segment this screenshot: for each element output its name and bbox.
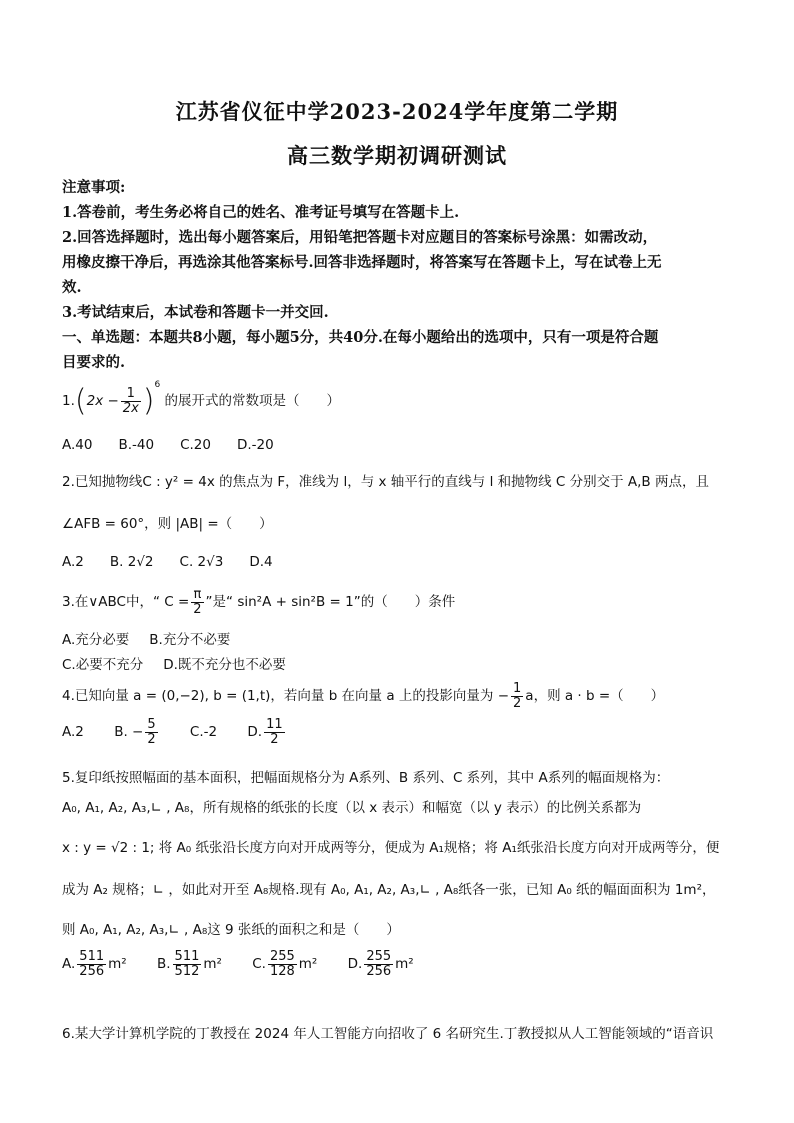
q4-prefix: 4.已知向量 a = (0,−2), b = (1,t)，若向量 b 在向量 a 上的投影向量为 − — [62, 688, 510, 705]
question-5-line-1: 5.复印纸按照幅面的基本面积，把幅面规格分为 A系列、B 系列、C 系列，其中 A系列的幅面规格为： — [62, 770, 670, 786]
q5-option-b-unit: m² — [203, 956, 222, 973]
q1-option-b: B.-40 — [118, 437, 155, 453]
q4-option-b — [114, 718, 159, 746]
section-heading: 一、单选题：本题共8小题，每小题5分，共40分.在每小题给出的选项中，只有一项是符合题 — [62, 329, 659, 346]
question-5-line-5: 则 A₀, A₁, A₂, A₃,∟ , A₈这 9 张纸的面积之和是（ ） — [62, 922, 400, 938]
q5-option-d-unit: m² — [395, 956, 414, 973]
q3-suffix: ”是“ sin²A + sin²B = 1”的（ ）条件 — [205, 594, 456, 611]
q4-options — [62, 718, 734, 746]
q5-option-b-label: B. — [156, 956, 171, 973]
q5-option-a-den: 256 — [79, 963, 105, 979]
q5-option-a-num: 511 — [79, 949, 105, 964]
right-paren: ) — [142, 383, 155, 419]
q3-option-a: A.充分必要 — [62, 632, 130, 648]
q4-option-b-num: 5 — [147, 717, 156, 732]
q5-option-b-num: 511 — [174, 949, 200, 964]
q2-option-c: C. 2√3 — [179, 554, 224, 570]
q5-option-b — [157, 950, 222, 978]
question-6-line-1: 6.某大学计算机学院的丁教授在 2024 年人工智能方向招收了 6 名研究生.丁教授拟从人工智能领域的“语音识 — [62, 1026, 714, 1042]
q2-option-a: A.2 — [62, 554, 84, 570]
exam-subtitle: 高三数学期初调研测试 — [287, 143, 507, 168]
q5-option-b-den: 512 — [174, 963, 200, 979]
q3-prefix: 3.在∨ABC中，“ C = — [62, 594, 190, 611]
q5-option-a — [62, 950, 127, 978]
q5-option-b-fraction — [173, 950, 202, 978]
q2-option-d: D.4 — [249, 554, 273, 570]
q5-option-d-den: 256 — [366, 963, 392, 979]
q4-option-b-fraction — [145, 718, 157, 746]
question-1 — [62, 380, 734, 419]
q4-suffix: a，则 a · b =（ ） — [525, 688, 665, 705]
q5-option-a-unit: m² — [108, 956, 127, 973]
q5-option-d-label: D. — [347, 956, 363, 973]
q3-frac-num: π — [191, 588, 203, 603]
q2-options — [62, 554, 734, 570]
q3-options-row-1 — [62, 628, 734, 648]
question-2-line-2: ∠AFB = 60°，则 |AB| =（ ） — [62, 516, 273, 532]
q3-frac-den: 2 — [193, 601, 202, 617]
q4-fraction — [511, 682, 523, 710]
q4-option-d-fraction — [264, 718, 285, 746]
q1-option-d: D.-20 — [236, 437, 274, 453]
q4-option-b-den: 2 — [147, 731, 156, 747]
q4-option-d — [247, 718, 286, 746]
question-5-line-2: A₀, A₁, A₂, A₃,∟ , A₈，所有规格的纸张的长度（以 x 表示）和幅宽（以 y 表示）的比例关系都为 — [62, 800, 642, 816]
q5-option-a-label: A. — [62, 956, 76, 973]
q2-option-b: B. 2√2 — [109, 554, 154, 570]
notice-item-2: 2.回答选择题时，选出每小题答案后，用铅笔把答题卡对应题目的答案标号涂黑：如需改动， — [62, 229, 658, 246]
q5-option-d-num: 255 — [366, 949, 392, 964]
q5-option-c-den: 128 — [269, 963, 295, 979]
q1-fraction — [121, 387, 141, 415]
q5-option-c-label: C. — [252, 956, 266, 973]
q4-option-a: A.2 — [62, 724, 84, 741]
q5-option-a-fraction — [77, 950, 106, 978]
notice-heading: 注意事项: — [62, 179, 126, 196]
exam-title: 江苏省仪征中学2023-2024学年度第二学期 — [175, 99, 619, 124]
q5-option-d-fraction — [364, 950, 393, 978]
q4-option-b-label: B. − — [114, 724, 144, 741]
q4-frac-num: 1 — [513, 681, 522, 696]
q5-option-c-num: 255 — [269, 949, 295, 964]
notice-item-3: 3.考试结束后，本试卷和答题卡一并交回. — [62, 304, 329, 321]
q1-text: 的展开式的常数项是（ ） — [164, 393, 341, 409]
q5-options — [62, 950, 734, 978]
q3-fraction — [191, 588, 203, 616]
q1-number: 1. — [62, 393, 75, 409]
q5-option-c-fraction — [268, 950, 297, 978]
q1-options — [62, 437, 734, 453]
q3-option-d: D.既不充分也不必要 — [163, 657, 286, 673]
q3-option-c: C.必要不充分 — [62, 657, 144, 673]
question-5-line-3: x : y = √2 : 1; 将 A₀ 纸张沿长度方向对开成两等分，便成为 A₁规格；将 A₁纸张沿长度方向对开成两等分，便 — [62, 840, 720, 856]
q4-option-d-num: 11 — [266, 717, 283, 732]
q5-option-c-unit: m² — [298, 956, 318, 973]
notice-item-2-cont: 用橡皮擦干净后，再选涂其他答案标号.回答非选择题时，将答案写在答题卡上，写在试卷上无 — [62, 254, 662, 271]
q3-option-b: B.充分不必要 — [149, 632, 231, 648]
q3-options-row-2 — [62, 653, 734, 673]
notice-item-2-end: 效. — [62, 279, 82, 296]
section-heading-cont: 目要求的. — [62, 354, 126, 371]
q5-option-d — [348, 950, 414, 978]
q4-option-c: C.-2 — [189, 724, 218, 741]
q1-expr: 2x − — [86, 393, 119, 409]
q4-frac-den: 2 — [513, 695, 522, 711]
question-4 — [62, 682, 734, 710]
q1-option-a: A.40 — [62, 437, 93, 453]
q1-option-c: C.20 — [180, 437, 211, 453]
notice-item-1: 1.答卷前，考生务必将自己的姓名、准考证号填写在答题卡上. — [62, 204, 460, 221]
q4-option-d-den: 2 — [270, 731, 279, 747]
q1-exponent: 6 — [154, 380, 161, 390]
question-5-line-4: 成为 A₂ 规格；∟ ，如此对开至 A₈规格.现有 A₀, A₁, A₂, A₃,∟ , A₈纸各一张，已知 A₀ 纸的幅面面积为 1m²， — [62, 882, 716, 898]
q1-frac-num: 1 — [121, 387, 141, 402]
question-2-line-1: 2.已知抛物线C : y² = 4x 的焦点为 F，准线为 l，与 x 轴平行的直线与 l 和抛物线 C 分别交于 A,B 两点，且 — [62, 474, 709, 490]
q5-option-c — [252, 950, 317, 978]
left-paren: ( — [74, 383, 87, 419]
q4-option-d-label: D. — [247, 724, 263, 741]
question-3 — [62, 588, 734, 616]
q1-frac-den: 2x — [122, 400, 139, 416]
